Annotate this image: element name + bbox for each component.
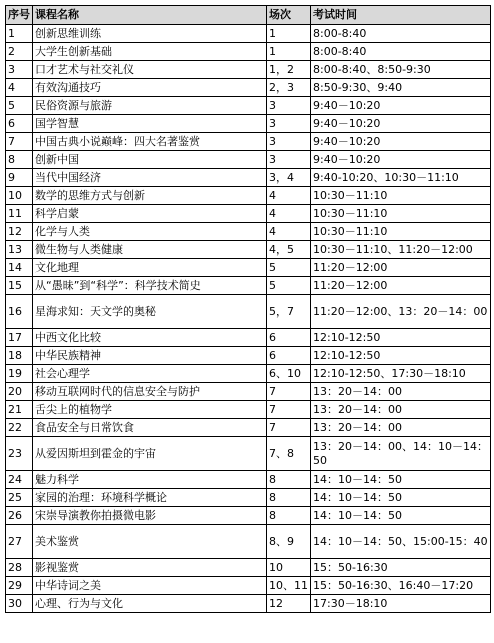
exam-schedule-table (5, 5, 491, 613)
cell-exam-time: 10:30－11:10 (311, 205, 491, 223)
cell-course-name: 中国古典小说巅峰：四大名著鉴赏 (33, 133, 267, 151)
cell-session: 5，7 (267, 295, 311, 329)
table-row (6, 259, 491, 277)
cell-session: 1，2 (267, 61, 311, 79)
cell-course-name: 民俗资源与旅游 (33, 97, 267, 115)
cell-course-name: 当代中国经济 (33, 169, 267, 187)
cell-no: 10 (6, 187, 33, 205)
table-row (6, 577, 491, 595)
table-row (6, 525, 491, 559)
table-row (6, 25, 491, 43)
cell-session: 8 (267, 507, 311, 525)
cell-no: 11 (6, 205, 33, 223)
cell-course-name: 心理、行为与文化 (33, 595, 267, 613)
cell-course-name: 文化地理 (33, 259, 267, 277)
cell-session: 10 (267, 559, 311, 577)
cell-exam-time: 15：50-16:30、16:40－17:20 (311, 577, 491, 595)
cell-no: 30 (6, 595, 33, 613)
cell-exam-time: 8:00-8:40、8:50-9:30 (311, 61, 491, 79)
cell-exam-time: 13：20－14：00 (311, 401, 491, 419)
cell-exam-time: 8:00-8:40 (311, 25, 491, 43)
cell-no: 26 (6, 507, 33, 525)
table-row (6, 241, 491, 259)
cell-exam-time: 10:30－11:10、11:20－12:00 (311, 241, 491, 259)
cell-exam-time: 12:10-12:50 (311, 347, 491, 365)
cell-course-name: 国学智慧 (33, 115, 267, 133)
cell-no: 23 (6, 437, 33, 471)
cell-session: 7 (267, 383, 311, 401)
cell-course-name: 微生物与人类健康 (33, 241, 267, 259)
cell-session: 1 (267, 43, 311, 61)
cell-course-name: 星海求知：天文学的奥秘 (33, 295, 267, 329)
cell-session: 6 (267, 329, 311, 347)
cell-course-name: 创新中国 (33, 151, 267, 169)
cell-course-name: 口才艺术与社交礼仪 (33, 61, 267, 79)
cell-session: 7 (267, 419, 311, 437)
cell-session: 4 (267, 205, 311, 223)
cell-course-name: 舌尖上的植物学 (33, 401, 267, 419)
cell-no: 20 (6, 383, 33, 401)
cell-no: 8 (6, 151, 33, 169)
table-row (6, 401, 491, 419)
cell-exam-time: 13：20－14：00、14：10－14：50 (311, 437, 491, 471)
cell-no: 22 (6, 419, 33, 437)
cell-exam-time: 11:20－12:00 (311, 277, 491, 295)
table-header-row (6, 6, 491, 25)
cell-no: 3 (6, 61, 33, 79)
table-row (6, 347, 491, 365)
table-row (6, 595, 491, 613)
cell-course-name: 从“愚昧”到“科学”：科学技术简史 (33, 277, 267, 295)
table-row (6, 419, 491, 437)
cell-no: 25 (6, 489, 33, 507)
table-row (6, 329, 491, 347)
table-row (6, 223, 491, 241)
cell-session: 4 (267, 223, 311, 241)
header-course-name: 课程名称 (33, 6, 267, 25)
cell-session: 8 (267, 489, 311, 507)
table-row (6, 151, 491, 169)
cell-no: 7 (6, 133, 33, 151)
cell-exam-time: 9:40－10:20 (311, 151, 491, 169)
cell-session: 12 (267, 595, 311, 613)
table-row (6, 295, 491, 329)
cell-session: 7、8 (267, 437, 311, 471)
cell-course-name: 从爱因斯坦到霍金的宇宙 (33, 437, 267, 471)
table-row (6, 559, 491, 577)
cell-course-name: 美术鉴赏 (33, 525, 267, 559)
cell-course-name: 食品安全与日常饮食 (33, 419, 267, 437)
cell-no: 19 (6, 365, 33, 383)
cell-exam-time: 8:00-8:40 (311, 43, 491, 61)
cell-no: 29 (6, 577, 33, 595)
cell-no: 14 (6, 259, 33, 277)
cell-no: 24 (6, 471, 33, 489)
cell-course-name: 化学与人类 (33, 223, 267, 241)
cell-exam-time: 15：50-16:30 (311, 559, 491, 577)
cell-exam-time: 13：20－14：00 (311, 383, 491, 401)
table-row (6, 61, 491, 79)
header-no: 序号 (6, 6, 33, 25)
cell-no: 2 (6, 43, 33, 61)
cell-session: 4 (267, 187, 311, 205)
cell-session: 8、9 (267, 525, 311, 559)
cell-exam-time: 14：10－14：50 (311, 507, 491, 525)
cell-course-name: 中华诗词之美 (33, 577, 267, 595)
cell-exam-time: 17:30－18:10 (311, 595, 491, 613)
cell-no: 16 (6, 295, 33, 329)
table-row (6, 169, 491, 187)
cell-no: 6 (6, 115, 33, 133)
cell-session: 3 (267, 115, 311, 133)
cell-session: 3，4 (267, 169, 311, 187)
cell-exam-time: 14：10－14：50 (311, 489, 491, 507)
cell-no: 18 (6, 347, 33, 365)
table-row (6, 187, 491, 205)
cell-exam-time: 14：10－14：50、15:00-15：40 (311, 525, 491, 559)
cell-session: 1 (267, 25, 311, 43)
cell-exam-time: 9:40－10:20 (311, 97, 491, 115)
cell-exam-time: 9:40－10:20 (311, 115, 491, 133)
cell-session: 3 (267, 151, 311, 169)
cell-course-name: 宋崇导演教你拍摄微电影 (33, 507, 267, 525)
cell-exam-time: 12:10-12:50、17:30－18:10 (311, 365, 491, 383)
cell-session: 2，3 (267, 79, 311, 97)
cell-session: 6 (267, 347, 311, 365)
cell-exam-time: 11:20－12:00 (311, 259, 491, 277)
table-row (6, 489, 491, 507)
cell-exam-time: 11:20－12:00、13：20－14：00 (311, 295, 491, 329)
cell-course-name: 社会心理学 (33, 365, 267, 383)
cell-session: 7 (267, 401, 311, 419)
cell-course-name: 中华民族精神 (33, 347, 267, 365)
cell-session: 3 (267, 97, 311, 115)
cell-session: 10、11 (267, 577, 311, 595)
cell-session: 6、10 (267, 365, 311, 383)
table-body (6, 25, 491, 613)
cell-course-name: 科学启蒙 (33, 205, 267, 223)
cell-no: 21 (6, 401, 33, 419)
header-session: 场次 (267, 6, 311, 25)
cell-course-name: 中西文化比较 (33, 329, 267, 347)
header-exam-time: 考试时间 (311, 6, 491, 25)
cell-no: 17 (6, 329, 33, 347)
cell-course-name: 大学生创新基础 (33, 43, 267, 61)
cell-exam-time: 9:40-10:20、10:30－11:10 (311, 169, 491, 187)
cell-session: 8 (267, 471, 311, 489)
table-row (6, 97, 491, 115)
cell-course-name: 移动互联网时代的信息安全与防护 (33, 383, 267, 401)
table-row (6, 79, 491, 97)
cell-no: 12 (6, 223, 33, 241)
table-row (6, 471, 491, 489)
cell-session: 3 (267, 133, 311, 151)
table-row (6, 383, 491, 401)
cell-session: 5 (267, 277, 311, 295)
cell-course-name: 影视鉴赏 (33, 559, 267, 577)
cell-session: 4，5 (267, 241, 311, 259)
cell-course-name: 创新思维训练 (33, 25, 267, 43)
cell-exam-time: 14：10－14：50 (311, 471, 491, 489)
cell-no: 9 (6, 169, 33, 187)
cell-exam-time: 9:40－10:20 (311, 133, 491, 151)
cell-exam-time: 8:50-9:30、9:40 (311, 79, 491, 97)
table-row (6, 277, 491, 295)
cell-session: 5 (267, 259, 311, 277)
cell-course-name: 魅力科学 (33, 471, 267, 489)
table-row (6, 43, 491, 61)
table-row (6, 365, 491, 383)
cell-no: 15 (6, 277, 33, 295)
table-row (6, 507, 491, 525)
cell-exam-time: 10:30－11:10 (311, 187, 491, 205)
cell-no: 13 (6, 241, 33, 259)
cell-exam-time: 13：20－14：00 (311, 419, 491, 437)
cell-no: 5 (6, 97, 33, 115)
cell-exam-time: 12:10-12:50 (311, 329, 491, 347)
table-row (6, 205, 491, 223)
cell-no: 27 (6, 525, 33, 559)
cell-no: 4 (6, 79, 33, 97)
table-row (6, 133, 491, 151)
cell-no: 1 (6, 25, 33, 43)
cell-no: 28 (6, 559, 33, 577)
cell-course-name: 有效沟通技巧 (33, 79, 267, 97)
cell-course-name: 家园的治理：环境科学概论 (33, 489, 267, 507)
table-row (6, 115, 491, 133)
table-row (6, 437, 491, 471)
cell-course-name: 数学的思维方式与创新 (33, 187, 267, 205)
cell-exam-time: 10:30－11:10 (311, 223, 491, 241)
